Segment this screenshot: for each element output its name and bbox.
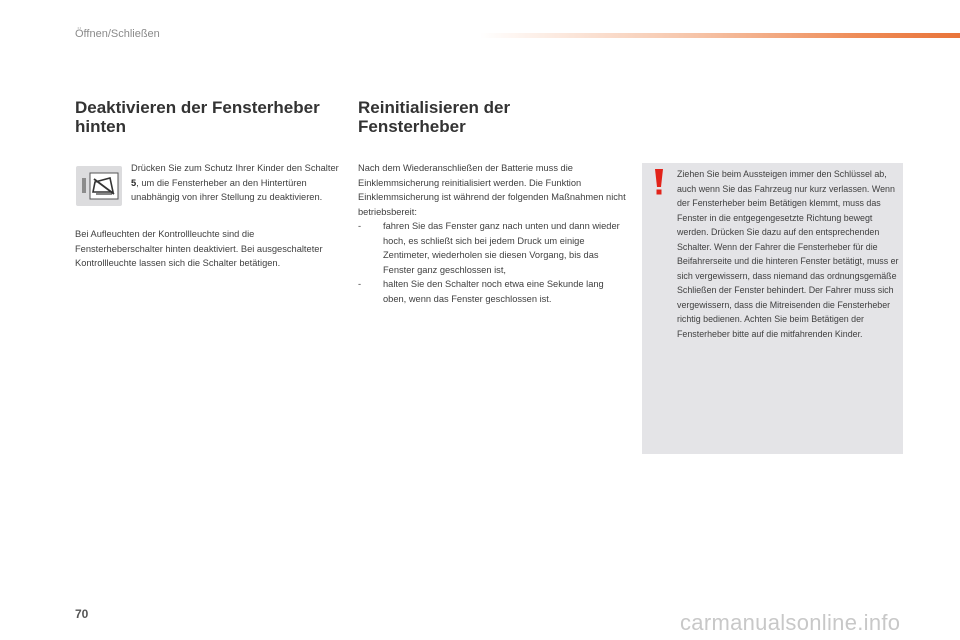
indicator-note-text: Bei Aufleuchten der Kontrollleuchte sind die Fensterheberschalter hinten deaktiviert. Bei ausgeschalteter Kontrollleuchte lassen sich die Schalter betätigen. — [75, 229, 323, 268]
list-marker: - — [358, 279, 362, 289]
watermark: carmanualsonline.info — [680, 610, 901, 635]
reinitialize-intro-text: Nach dem Wiederanschließen der Batterie muss die Einklemmsicherung reinitialisiert werden. Die Funktion Einklemmsicherung ist während der folgenden Maßnahmen nicht betriebsbereit: — [358, 163, 626, 217]
switch-number: 5 — [131, 177, 137, 188]
exclamation-icon — [652, 168, 666, 196]
window-lock-switch-icon — [76, 166, 122, 206]
header-accent-bar — [480, 33, 960, 38]
section-title-reinitialize: Reinitialisieren der Fensterheber — [358, 98, 511, 136]
deactivate-intro-text: Drücken Sie zum Schutz Ihrer Kinder den Schalter 5, um die Fensterheber an den Hintertüren unabhängig von ihrer Stellung zu deaktivieren. — [131, 163, 339, 202]
section-title-deactivate: Deaktivieren der Fensterheber hinten — [75, 98, 320, 136]
page-number: 70 — [75, 607, 89, 621]
list-marker: - — [358, 221, 362, 231]
chapter-title: Öffnen/Schließen — [75, 28, 160, 40]
list-item-text: halten Sie den Schalter noch etwa eine Sekunde lang oben, wenn das Fenster geschlossen ist. — [383, 279, 604, 304]
list-item-text: fahren Sie das Fenster ganz nach unten und dann wieder hoch, es schließt sich bei jedem Druck um einige Zentimeter, wiederholen sie diesen Vorgang, bis das Fenster ganz geschlossen ist, — [383, 221, 620, 275]
warning-text: Ziehen Sie beim Aussteigen immer den Schlüssel ab, auch wenn Sie das Fahrzeug nur kurz verlassen. Wenn der Fensterheber beim Betätigen klemmt, muss das Fenster in die entgegengesetzte Richtung bewegt werden. Drücken Sie dazu auf den entsprechenden Schalter. Wenn der Fahrer die Fensterheber für die Beifahrerseite und die hinteren Fenster betätigt, muss er sich vergewissern, dass niemand das ordnungsgemäße Schließen der Fenster behindert. Der Fahrer muss sich vergewissern, dass die Mitreisenden die Fensterheber richtig bedienen. Achten Sie beim Betätigen der Fensterheber bitte auf die mitfahrenden Kinder. — [677, 169, 899, 339]
